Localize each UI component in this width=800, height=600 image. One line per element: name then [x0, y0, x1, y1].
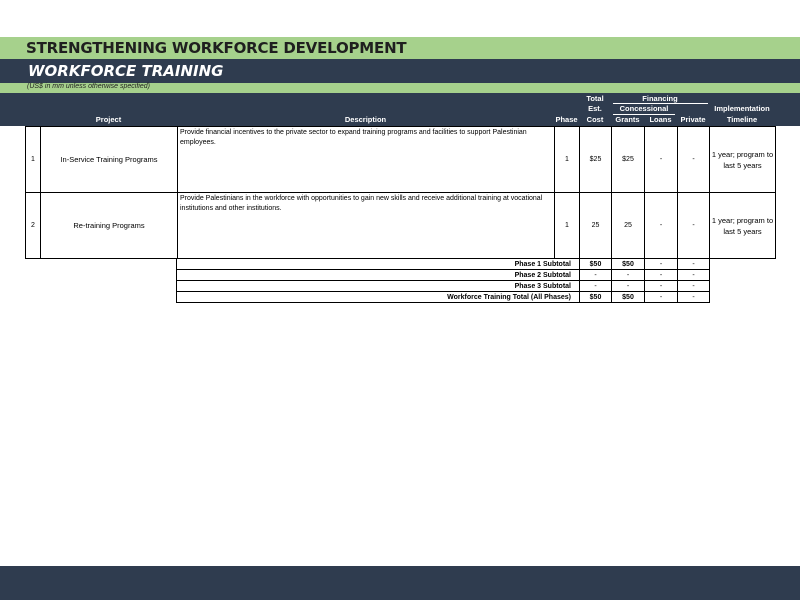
col-header-private: Private [680, 115, 706, 124]
col-header-concessional: Concessional [619, 104, 669, 113]
col-header-total-2: Est. [588, 104, 602, 113]
subtotal-loans: - [645, 281, 678, 292]
subtotal-private: - [678, 270, 710, 281]
subtotal-loans: - [645, 270, 678, 281]
table-row [26, 193, 776, 259]
col-header-timeline-2: Timeline [726, 115, 758, 124]
phase-cell: 1 [555, 127, 580, 193]
subtotal-private: - [678, 281, 710, 292]
table-header [0, 93, 800, 126]
subtotal-row [177, 270, 710, 281]
subtotal-label: Phase 3 Subtotal [177, 281, 580, 292]
page-title: STRENGTHENING WORKFORCE DEVELOPMENT [26, 39, 407, 57]
total-cost-cell: $25 [580, 127, 612, 193]
grand-total-total: $50 [580, 292, 612, 303]
subtotals-table [176, 258, 710, 303]
subtotal-grants: - [612, 270, 645, 281]
table-row [26, 127, 776, 193]
subtotal-total: - [580, 281, 612, 292]
phase-cell: 1 [555, 193, 580, 259]
footer-bar [0, 566, 800, 600]
total-cost-cell: 25 [580, 193, 612, 259]
grants-cell: $25 [612, 127, 645, 193]
grand-total-label: Workforce Training Total (All Phases) [177, 292, 580, 303]
project-name: Re-training Programs [41, 193, 178, 259]
units-bar [0, 83, 800, 93]
col-header-phase: Phase [555, 115, 578, 124]
subtotal-grants: - [612, 281, 645, 292]
subtotal-private: - [678, 259, 710, 270]
timeline-cell: 1 year; program to last 5 years [710, 193, 776, 259]
timeline-cell: 1 year; program to last 5 years [710, 127, 776, 193]
subtotal-loans: - [645, 259, 678, 270]
project-name: In-Service Training Programs [41, 127, 178, 193]
row-number: 2 [26, 193, 41, 259]
projects-table [25, 126, 776, 259]
private-cell: - [678, 127, 710, 193]
subtotal-total: $50 [580, 259, 612, 270]
grand-total-loans: - [645, 292, 678, 303]
grand-total-private: - [678, 292, 710, 303]
col-header-loans: Loans [649, 115, 672, 124]
loans-cell: - [645, 193, 678, 259]
subtotal-row [177, 281, 710, 292]
col-header-grants: Grants [615, 115, 640, 124]
private-cell: - [678, 193, 710, 259]
col-header-total-1: Total [586, 94, 604, 103]
section-title: WORKFORCE TRAINING [28, 62, 224, 80]
col-header-financing: Financing [642, 94, 678, 103]
subtotal-total: - [580, 270, 612, 281]
loans-cell: - [645, 127, 678, 193]
project-description: Provide Palestinians in the workforce with opportunities to gain new skills and receive additional training at vocational institutions and other institutions. [178, 193, 555, 259]
units-note: (US$ in mm unless otherwise specified) [27, 83, 150, 90]
title-bar [0, 37, 800, 59]
grand-total-row [177, 292, 710, 303]
col-header-timeline-1: Implementation [714, 104, 770, 113]
subtotal-label: Phase 1 Subtotal [177, 259, 580, 270]
subtotal-grants: $50 [612, 259, 645, 270]
col-header-total-3: Cost [586, 115, 604, 124]
project-description: Provide financial incentives to the private sector to expand training programs and facilities to support Palestinian employees. [178, 127, 555, 193]
grand-total-grants: $50 [612, 292, 645, 303]
subtitle-bar [0, 59, 800, 83]
row-number: 1 [26, 127, 41, 193]
grants-cell: 25 [612, 193, 645, 259]
col-header-description: Description [344, 115, 387, 124]
subtotal-row [177, 259, 710, 270]
subtotal-label: Phase 2 Subtotal [177, 270, 580, 281]
col-header-project: Project [95, 115, 122, 124]
